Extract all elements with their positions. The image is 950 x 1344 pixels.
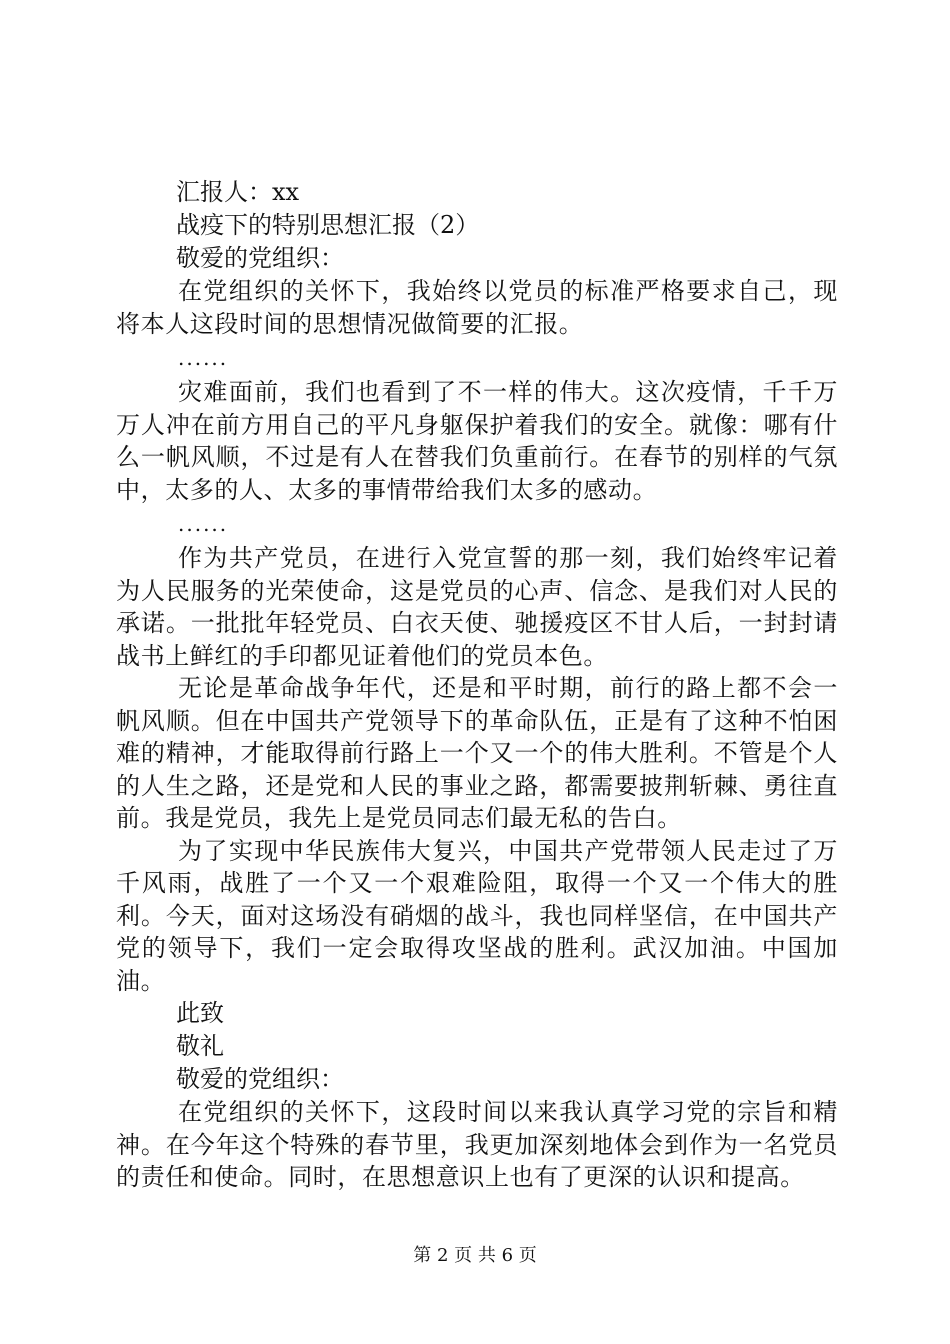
paragraph-5: 为了实现中华民族伟大复兴，中国共产党带领人民走过了万千风雨，战胜了一个又一个艰难险阻，取得一个又一个伟大的胜利。今天，面对这场没有硝烟的战斗，我也同样坚信，在中国共产党的领导下，我们一定会取得攻坚战的胜利。武汉加油。中国加油。 [116, 836, 838, 995]
ellipsis-1: ...... [178, 346, 229, 370]
closing-regards: 此致 [176, 999, 224, 1027]
paragraph-1: 在党组织的关怀下，我始终以党员的标准严格要求自己，现将本人这段时间的思想情况做简要的汇报。 [116, 277, 838, 338]
paragraph-3: 作为共产党员，在进行入党宣誓的那一刻，我们始终牢记着为人民服务的光荣使命，这是党员的心声、信念、是我们对人民的承诺。一批批年轻党员、白衣天使、驰援疫区不甘人后，一封封请战书上鲜红的手印都见证着他们的党员本色。 [116, 544, 838, 670]
reporter-line: 汇报人：xx [176, 178, 300, 206]
salutation-2: 敬爱的党组织： [176, 1065, 344, 1093]
paragraph-6: 在党组织的关怀下，这段时间以来我认真学习党的宗旨和精神。在今年这个特殊的春节里，我更加深刻地体会到作为一名党员的责任和使命。同时，在思想意识上也有了更深的认识和提高。 [116, 1098, 838, 1191]
paragraph-2: 灾难面前，我们也看到了不一样的伟大。这次疫情，千千万万人冲在前方用自己的平凡身躯保护着我们的安全。就像：哪有什么一帆风顺，不过是有人在替我们负重前行。在春节的别样的气氛中，太多的人、太多的事情带给我们太多的感动。 [116, 378, 838, 504]
closing-salute: 敬礼 [176, 1032, 224, 1060]
paragraph-4: 无论是革命战争年代，还是和平时期，前行的路上都不会一帆风顺。但在中国共产党领导下的革命队伍，正是有了这种不怕困难的精神，才能取得前行路上一个又一个的伟大胜利。不管是个人的人生之路，还是党和人民的事业之路，都需要披荆斩棘、勇往直前。我是党员，我先上是党员同志们最无私的告白。 [116, 674, 838, 832]
ellipsis-2: ...... [178, 512, 229, 536]
page-number: 第 2 页 共 6 页 [413, 1245, 537, 1266]
document-body [116, 176, 838, 1194]
document-title: 战疫下的特别思想汇报（2） [176, 211, 480, 239]
salutation: 敬爱的党组织： [176, 244, 344, 272]
